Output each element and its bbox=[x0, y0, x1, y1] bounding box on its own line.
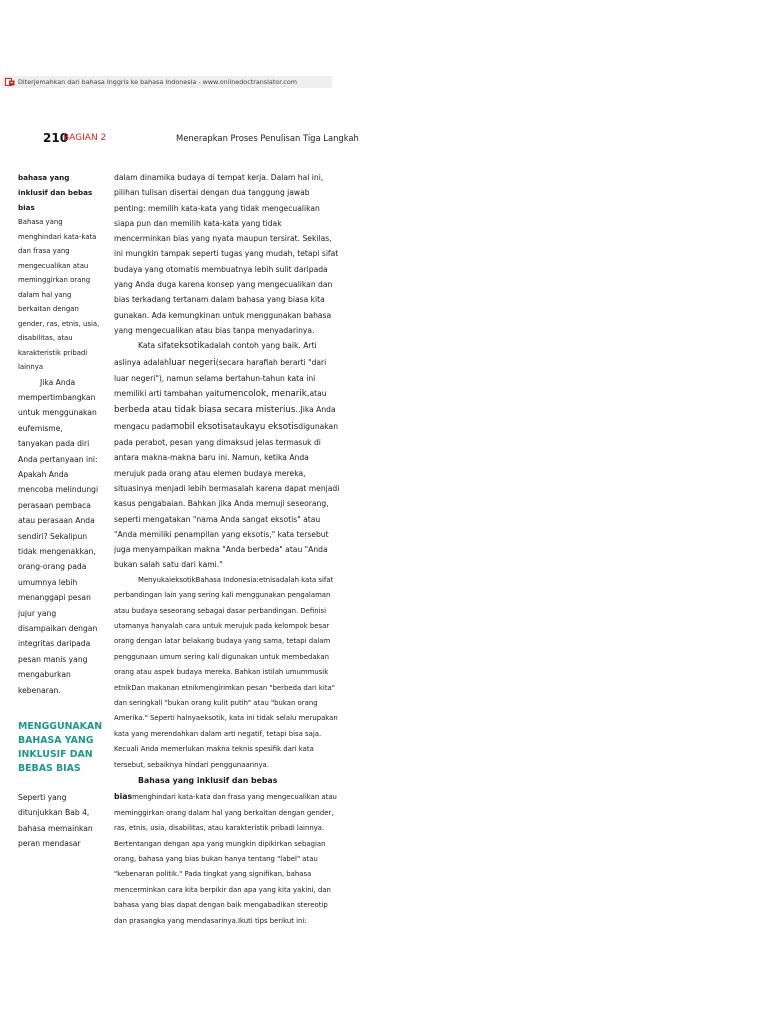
section-heading: MENGGUNAKAN BAHASA YANG INKLUSIF DAN BEBAS BIAS bbox=[18, 721, 103, 775]
margin-note: Jika Anda mempertimbangkan untuk menggunakan eufemisme, tanyakan pada diri Anda pertanyaan ini: Apakah Anda mencoba melindungi perasaan pembaca atau perasaan Anda sendiri? Sekalipun tidak mengenakkan, orang-orang pada umumnya lebih menanggapi pesan jujur yang disampaikan dengan integritas daripada pesan manis yang mengaburkan kebenaran. bbox=[18, 377, 99, 695]
paragraph-4 bbox=[114, 773, 340, 929]
glossary-definition: Bahasa yang menghindari kata-kata dan frasa yang mengecualikan atau meminggirkan orang dalam hal yang berkaitan dengan gender, ras, etnis, usia, disabilitas, atau karakteristik pribadi lainnya bbox=[18, 218, 100, 371]
page-number: 210 bbox=[43, 131, 69, 145]
p2-term: berbeda atau tidak biasa secara misterius. bbox=[114, 405, 299, 416]
glossary-term: bahasa yang inklusif dan bebas bias bbox=[18, 173, 93, 212]
p2-text: digunakan pada perabot, pesan yang dimaksud jelas termasuk di antara makna-makna baru ini. Namun, ketika Anda merujuk pada orang atau elemen budaya mereka, situasinya menjadi lebih bermasalah karena dapat menjadi kasus pengabaian. Bahkan jika Anda memuji seseorang, seperti mengatakan "nama Anda sangat eksotis" atau "Anda memiliki penampilan yang eksotis," kata tersebut juga menyampaikan makna "Anda berbeda" atau "Anda bukan salah satu dari kami." bbox=[114, 421, 340, 570]
p2-text: .Jika Anda mengacu pada bbox=[114, 405, 336, 431]
margin-sidebar bbox=[18, 170, 103, 852]
p2-text: adalah contoh yang baik. Arti aslinya adalah bbox=[114, 341, 317, 367]
p2-text: Kata sifat bbox=[138, 341, 174, 351]
section-text: Seperti yang ditunjukkan Bab 4, bahasa memainkan peran mendasar bbox=[18, 793, 93, 849]
running-head: Menerapkan Proses Penulisan Tiga Langkah bbox=[176, 133, 359, 143]
page-header bbox=[0, 131, 768, 147]
p4-lead: Bahasa yang inklusif dan bebas bias bbox=[114, 776, 278, 802]
document-translate-icon bbox=[5, 78, 15, 86]
part-label: BAGIAN 2 bbox=[63, 133, 107, 143]
translation-banner[interactable] bbox=[2, 76, 332, 88]
paragraph-1: dalam dinamika budaya di tempat kerja. Dalam hal ini, pilihan tulisan disertai dengan dua tanggung jawab penting: memilih kata-kata yang tidak mengecualikan siapa pun dan memilih kata-kata yang tidak mencerminkan bias yang nyata maupun tersirat. Sekilas, ini mungkin tampak seperti tugas yang mudah, tetapi sifat budaya yang otomatis membuatnya lebih sulit daripada yang Anda duga karena konsep yang mengecualikan dan bias terkadang tertanam dalam bahasa yang biasa kita gunakan. Ada kemungkinan untuk menggunakan bahasa yang mengecualikan atau bias tanpa menyadarinya. bbox=[114, 173, 339, 335]
main-column bbox=[114, 170, 340, 929]
p2-text: (secara harafiah berarti "dari luar negeri"), namun selama bertahun-tahun kata ini memiliki arti tambahan yaitu bbox=[114, 357, 327, 399]
paragraph-3: MenyukaieksotikBahasa Indonesia:etnisadalah kata sifat perbandingan lain yang sering kali menggunakan pengalaman atau budaya seseorang sebagai dasar perbandingan. Definisi utamanya hanyalah cara untuk merujuk pada kelompok besar orang dengan latar belakang budaya yang sama, tetapi dalam penggunaan umum sering kali digunakan untuk membedakan orang atau aspek budaya mereka. Bahkan istilah umummusik etnikDan makanan etnikmengirimkan pesan "berbeda dari kita" dan seringkali "bukan orang kulit putih" atau "bukan orang Amerika." Seperti halnyaeksotik, kata ini tidak selalu merupakan kata yang merendahkan dalam arti negatif, tetapi bisa saja. Kecuali Anda memerlukan makna teknis spesifik dari kata tersebut, sebaiknya hindari penggunaannya. bbox=[114, 575, 338, 769]
p2-text: atau bbox=[227, 421, 245, 431]
p2-term: eksotik bbox=[173, 341, 205, 352]
p4-text: menghindari kata-kata dan frasa yang mengecualikan atau meminggirkan orang dalam hal yang berkaitan dengan gender, ras, etnis, usia, disabilitas, atau karakteristik pribadi lainnya. Bertentangan dengan apa yang mungkin dipikirkan sebagian orang, bahasa yang bias bukan hanya tentang "label" atau "kebenaran politik." Pada tingkat yang signifikan, bahasa mencerminkan cara kita berpikir dan apa yang kita yakini, dan bahasa yang bias dapat dengan baik mengabadikan stereotip dan prasangka yang mendasarinya.Ikuti tips berikut ini: bbox=[114, 793, 337, 925]
p2-term: mobil eksotis bbox=[170, 421, 228, 432]
p2-term: luar negeri bbox=[168, 357, 216, 368]
paragraph-2 bbox=[114, 338, 340, 572]
p2-term: mencolok, menarik, bbox=[224, 389, 310, 400]
banner-text[interactable]: Diterjemahkan dari bahasa Inggris ke bahasa Indonesia - www.onlinedoctranslator.com bbox=[18, 78, 297, 86]
p2-text: atau bbox=[309, 389, 327, 399]
p2-term: kayu eksotis bbox=[244, 421, 299, 432]
